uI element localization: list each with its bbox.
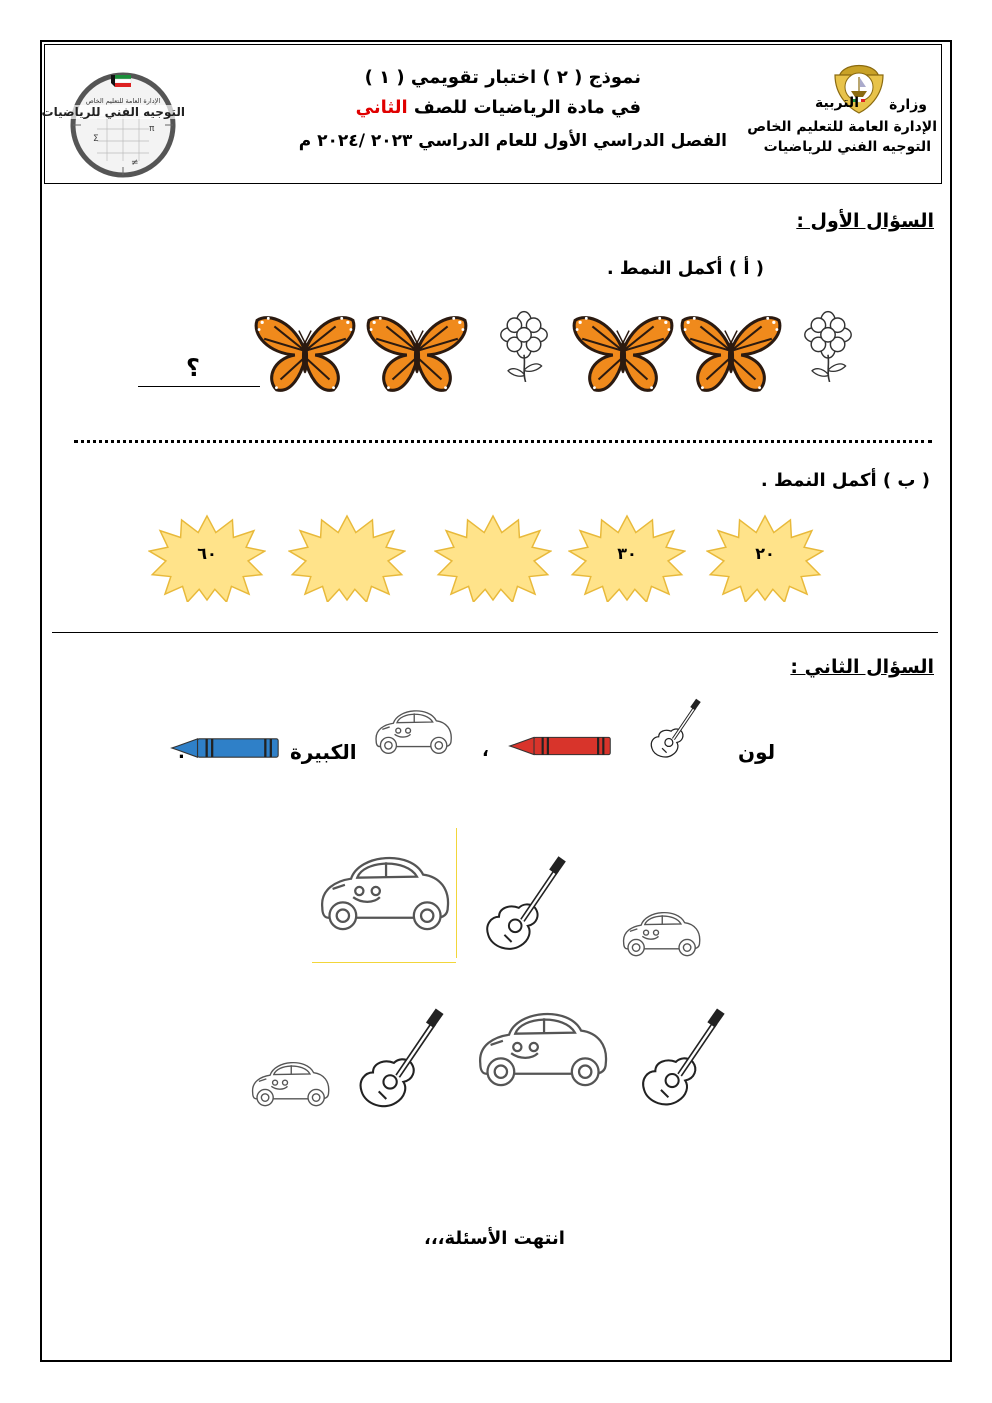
guitar-icon[interactable] <box>614 1004 734 1116</box>
star-value: ٣٠ <box>617 544 637 563</box>
small-car-icon[interactable] <box>246 1054 334 1110</box>
exam-term: الفصل الدراسي الأول للعام الدراسي ٢٠٢٣ /٢٠٢٤ م <box>298 131 727 151</box>
guitar-icon[interactable] <box>330 1004 454 1118</box>
section-separator <box>52 632 938 633</box>
blue-crayon-icon <box>170 734 280 762</box>
header-box <box>41 44 942 184</box>
butterfly-icon <box>366 312 468 394</box>
car-icon <box>370 702 456 758</box>
star-box <box>568 514 686 602</box>
dotted-separator <box>74 440 932 443</box>
yellow-guide-line <box>312 962 456 963</box>
end-of-questions: انتهت الأسئلة،،، <box>424 1228 565 1249</box>
question-2-title: السؤال الثاني : <box>790 656 934 678</box>
guitar-icon <box>626 696 714 764</box>
page-frame <box>40 40 952 1362</box>
question-1a-instruction: ( أ ) أكمل النمط . <box>606 258 764 279</box>
big-car-icon[interactable] <box>312 834 456 946</box>
ministry-line2: الإدارة العامة للتعليم الخاص <box>747 119 937 135</box>
subject-prefix: في مادة الرياضيات للصف <box>413 97 641 118</box>
answer-line[interactable] <box>138 386 260 387</box>
flower-icon <box>792 310 864 382</box>
exam-title: نموذج ( ٢ ) اختبار تقويمي ( ١ ) <box>364 67 641 88</box>
butterfly-icon <box>572 312 674 394</box>
star-box-empty[interactable] <box>434 514 552 602</box>
star-shape-icon <box>434 514 552 602</box>
star-box <box>706 514 824 602</box>
butterfly-icon <box>680 312 782 394</box>
yellow-guide-line <box>456 828 457 958</box>
sentence-period: . <box>178 742 185 763</box>
exam-subject <box>356 97 641 118</box>
question-1b-instruction: ( ب ) أكمل النمط . <box>760 470 930 491</box>
logo-main-text: التوجيه الفني للرياضيات <box>41 105 185 119</box>
comma-separator: ، <box>482 740 489 761</box>
ministry-line3: التوجيه الفني للرياضيات <box>763 139 931 155</box>
star-box-empty[interactable] <box>288 514 406 602</box>
svg-text:π: π <box>149 124 155 134</box>
star-value: ٦٠ <box>197 544 217 563</box>
star-box <box>148 514 266 602</box>
math-supervision-logo <box>67 67 179 179</box>
ministry-word1: وزارة <box>889 97 927 113</box>
star-shape-icon <box>288 514 406 602</box>
question-1-title: السؤال الأول : <box>796 210 934 232</box>
ministry-word2: التربية <box>815 95 859 111</box>
big-car-icon[interactable] <box>470 990 614 1102</box>
star-value: ٢٠ <box>755 544 775 563</box>
small-car-icon[interactable] <box>616 904 706 960</box>
guitar-icon[interactable] <box>458 852 576 960</box>
answer-mark: ؟ <box>186 354 200 382</box>
flower-icon <box>488 310 560 382</box>
grade-label: الثاني <box>355 97 408 118</box>
svg-text:Σ: Σ <box>93 134 99 144</box>
big-word: الكبيرة <box>290 740 357 764</box>
butterfly-icon <box>254 312 356 394</box>
red-crayon-icon <box>508 732 612 760</box>
logo-top-text: الإدارة العامة للتعليم الخاص <box>85 97 161 105</box>
color-word: لون <box>738 740 776 764</box>
svg-text:≠: ≠ <box>131 158 139 168</box>
